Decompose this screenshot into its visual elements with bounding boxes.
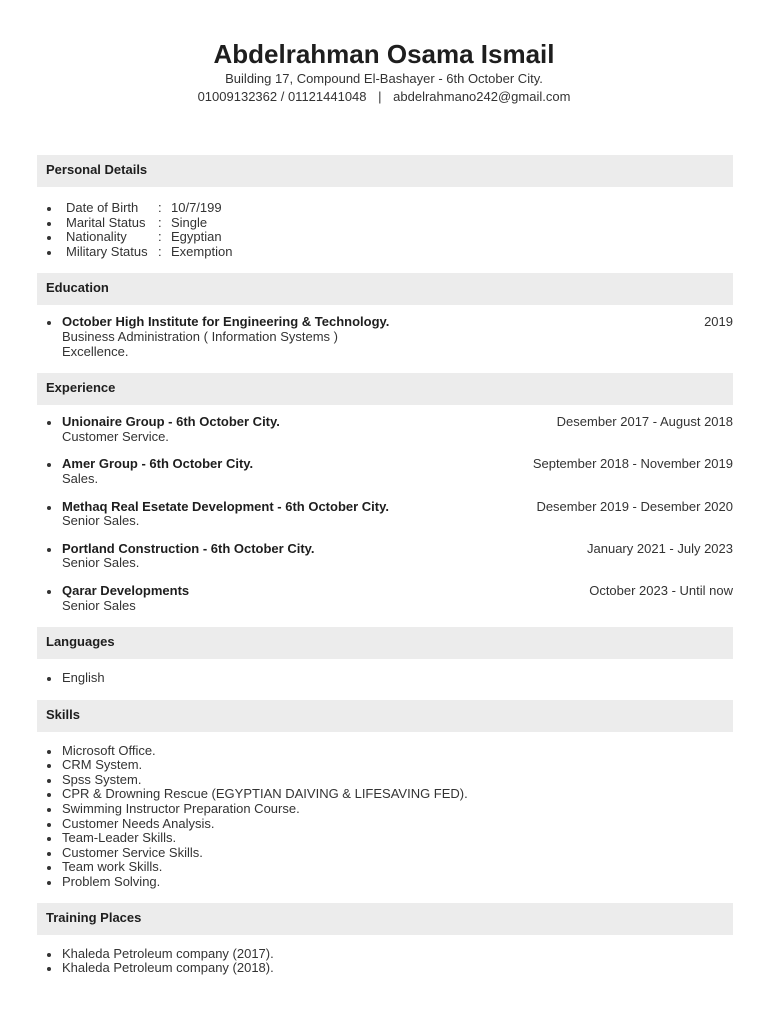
personal-detail-row [37,216,733,231]
skill-item: Spss System. [37,773,733,788]
employer-name: Unionaire Group - 6th October City. [62,414,280,430]
contact-separator: | [378,89,382,104]
skill-item: Microsoft Office. [37,744,733,759]
experience-entry [37,415,733,444]
job-role: Sales. [62,470,99,486]
language-item: English [37,671,733,686]
employer-name: Amer Group - 6th October City. [62,456,254,472]
skills-list [37,732,733,903]
section-heading-languages: Languages [37,627,733,659]
employment-period: Desember 2017 - August 2018 [556,414,733,430]
detail-colon: : [158,200,162,215]
section-heading-education: Education [37,273,733,305]
institution-name: October High Institute for Engineering & Technology. [62,314,390,330]
skill-item: Customer Needs Analysis. [37,817,733,832]
employer-name: Portland Construction - 6th October City. [62,540,315,556]
address-line: Building 17, Compound El-Bashayer - 6th October City. [225,71,543,86]
skill-item: Swimming Instructor Preparation Course. [37,802,733,817]
resume-header [0,0,768,106]
section-heading-skills: Skills [37,700,733,732]
section-heading-experience: Experience [37,373,733,405]
phone-numbers: 01009132362 / 01121441048 [197,89,367,104]
job-role: Senior Sales. [62,555,140,571]
skill-item: Team work Skills. [37,860,733,875]
skill-item: CRM System. [37,758,733,773]
experience-entry [37,584,733,613]
experience-list [37,405,733,627]
employment-period: October 2023 - Until now [589,582,733,598]
skill-item: CPR & Drowning Rescue (EGYPTIAN DAIVING & LIFESAVING FED). [37,787,733,802]
skill-item: Customer Service Skills. [37,846,733,861]
job-role: Customer Service. [62,428,169,444]
graduation-year: 2019 [704,314,733,330]
employment-period: January 2021 - July 2023 [587,540,733,556]
degree-program: Business Administration ( Information Systems ) [62,328,338,344]
detail-colon: : [158,243,162,259]
education-entry [37,315,733,359]
employer-name: Qarar Developments [62,582,190,598]
detail-label: Military Status [66,243,148,259]
candidate-name: Abdelrahman Osama Ismail [213,39,555,69]
job-role: Senior Sales [62,597,136,613]
detail-colon: : [158,229,162,245]
detail-value: Exemption [171,243,233,259]
experience-entry [37,500,733,529]
training-place-item: Khaleda Petroleum company (2018). [37,961,733,976]
experience-entry [37,457,733,486]
job-role: Senior Sales. [62,513,140,529]
detail-label: Marital Status [66,214,146,230]
resume-content [37,155,733,990]
languages-list [37,659,733,700]
personal-details-list [37,187,733,273]
section-heading-training-places: Training Places [37,903,733,935]
skill-item: Problem Solving. [37,875,733,890]
employer-name: Methaq Real Esetate Development - 6th October City. [62,498,389,514]
employment-period: Desember 2019 - Desember 2020 [536,498,733,514]
detail-value: Single [171,214,208,230]
training-places-list [37,935,733,990]
detail-colon: : [158,214,162,230]
detail-value: Egyptian [171,229,222,245]
detail-label: Nationality [66,229,127,245]
personal-detail-row [37,201,733,216]
personal-detail-row [37,245,733,260]
section-heading-personal-details: Personal Details [37,155,733,187]
contact-line [0,88,768,106]
experience-entry [37,542,733,571]
grade: Excellence. [62,343,129,359]
email-address: abdelrahmano242@gmail.com [393,89,571,104]
detail-label: Date of Birth [66,200,139,215]
employment-period: September 2018 - November 2019 [532,456,733,472]
detail-value: 10/7/199 [171,200,222,215]
training-place-item: Khaleda Petroleum company (2017). [37,947,733,962]
education-list [37,305,733,373]
skill-item: Team-Leader Skills. [37,831,733,846]
personal-detail-row [37,230,733,245]
